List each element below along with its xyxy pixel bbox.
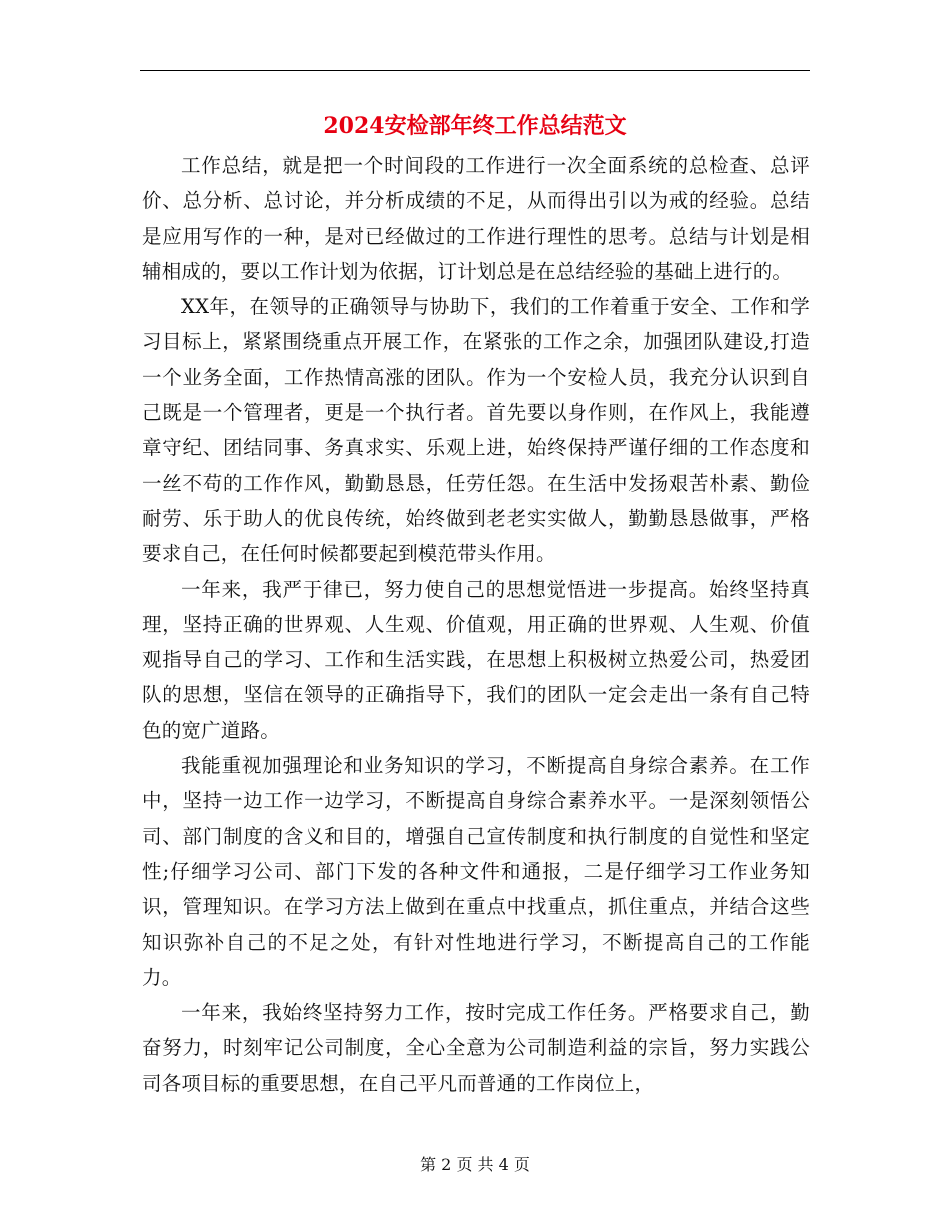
header-rule (140, 70, 810, 71)
page-footer: 第 2 页 共 4 页 (420, 1155, 530, 1174)
paragraph-2: XX年，在领导的正确领导与协助下，我们的工作着重于安全、工作和学习目标上，紧紧围绕重点开展工作，在紧张的工作之余，加强团队建设,打造一个业务全面，工作热情高涨的团队。作为一个安检人员，我充分认识到自己既是一个管理者，更是一个执行者。首先要以身作则，在作风上，我能遵章守纪、团结同事、务真求实、乐观上进，始终保持严谨仔细的工作态度和一丝不苟的工作作风，勤勤恳恳，任劳任怨。在生活中发扬艰苦朴素、勤俭耐劳、乐于助人的优良传统，始终做到老老实实做人，勤勤恳恳做事，严格要求自己，在任何时候都要起到模范带头作用。 (142, 295, 810, 566)
paragraph-5: 一年来，我始终坚持努力工作，按时完成工作任务。严格要求自己，勤奋努力，时刻牢记公司制度，全心全意为公司制造利益的宗旨，努力实践公司各项目标的重要思想，在自己平凡而普通的工作岗位上， (142, 1001, 810, 1095)
paragraph-3: 一年来，我严于律已，努力使自己的思想觉悟进一步提高。始终坚持真理，坚持正确的世界观、人生观、价值观，用正确的世界观、人生观、价值观指导自己的学习、工作和生活实践，在思想上积极树立热爱公司，热爱团队的思想，坚信在领导的正确指导下，我们的团队一定会走出一条有自己特色的宽广道路。 (142, 577, 810, 742)
paragraph-1: 工作总结，就是把一个时间段的工作进行一次全面系统的总检查、总评价、总分析、总讨论，并分析成绩的不足，从而得出引以为戒的经验。总结是应用写作的一种，是对已经做过的工作进行理性的思考。总结与计划是相辅相成的，要以工作计划为依据，订计划总是在总结经验的基础上进行的。 (142, 154, 810, 283)
paragraph-4: 我能重视加强理论和业务知识的学习，不断提高自身综合素养。在工作中，坚持一边工作一边学习，不断提高自身综合素养水平。一是深刻领悟公司、部门制度的含义和目的，增强自己宣传制度和执行制度的自觉性和坚定性;仔细学习公司、部门下发的各种文件和通报，二是仔细学习工作业务知识，管理知识。在学习方法上做到在重点中找重点，抓住重点，并结合这些知识弥补自己的不足之处，有针对性地进行学习，不断提高自己的工作能力。 (142, 754, 810, 989)
document-title: 2024安检部年终工作总结范文 (323, 113, 627, 139)
document-body (142, 148, 810, 1101)
